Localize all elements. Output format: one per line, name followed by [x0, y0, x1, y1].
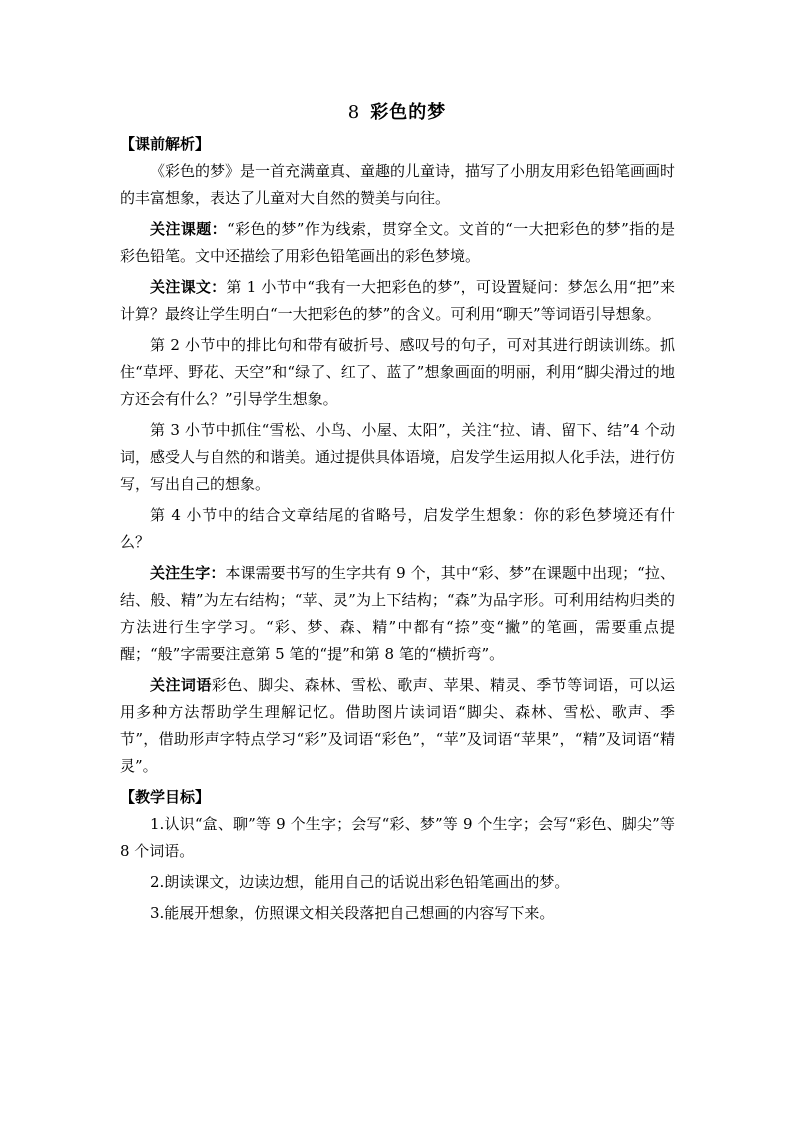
- focus-title-paragraph: [120, 216, 675, 270]
- focus-words-lead: 关注词语: [150, 676, 212, 694]
- document-body: [120, 131, 675, 931]
- section-heading-analysis: 【课前解析】: [120, 135, 211, 153]
- focus-text-text: 第 1 小节中“我有一大把彩色的梦”，可设置疑问：梦怎么用“把”来计算？最终让学生明白“一大把彩色的梦”的含义。可利用“聊天”等词语引导想象。: [120, 278, 675, 323]
- lesson-title-text: 彩色的梦: [370, 102, 447, 123]
- focus-words-paragraph: [120, 672, 675, 780]
- focus-chars-paragraph: [120, 560, 675, 668]
- stanza-4-paragraph: 第 4 小节中的结合文章结尾的省略号，启发学生想象：你的彩色梦境还有什么？: [120, 506, 675, 551]
- goal-item-1: 1.认识“盒、聊”等 9 个生字；会写“彩、梦”等 9 个生字；会写“彩色、脚尖”等 8 个词语。: [120, 815, 675, 860]
- intro-paragraph: 《彩色的梦》是一首充满童真、童趣的儿童诗，描写了小朋友用彩色铅笔画画时的丰富想象，表达了儿童对大自然的赞美与向往。: [120, 162, 676, 207]
- stanza-3-paragraph: 第 3 小节中抓住“雪松、小鸟、小屋、太阳”，关注“拉、请、留下、结”4 个动词，感受人与自然的和谐美。通过提供具体语境，启发学生运用拟人化手法，进行仿写，写出自己的想象。: [120, 421, 676, 493]
- focus-text-lead: 关注课文：: [150, 278, 227, 296]
- focus-words-text: 彩色、脚尖、森林、雪松、歌声、苹果、精灵、季节等词语，可以运用多种方法帮助学生理解记忆。借助图片读词语“脚尖、森林、雪松、歌声、季节”，借助形声字特点学习“彩”及词语“彩色”，“苹”及词语“苹果”，“精”及词语“精灵”。: [120, 676, 675, 775]
- focus-chars-lead: 关注生字：: [150, 564, 226, 582]
- stanza-2-paragraph: 第 2 小节中的排比句和带有破折号、感叹号的句子，可对其进行朗读训练。抓住“草坪、野花、天空”和“绿了、红了、蓝了”想象画面的明丽，利用“脚尖滑过的地方还会有什么？”引导学生想象。: [120, 336, 675, 408]
- lesson-number: 8: [347, 102, 361, 123]
- focus-text-paragraph: [120, 274, 675, 328]
- lesson-title: [0, 98, 794, 124]
- focus-chars-text: 本课需要书写的生字共有 9 个，其中“彩、梦”在课题中出现；“拉、结、般、精”为左右结构；“苹、灵”为上下结构；“森”为品字形。可利用结构归类的方法进行生字学习。“彩、梦、森、精”中都有“捺”变“撇”的笔画，需要重点提醒；“般”字需要注意第 5 笔的“提”和第 8 笔的“横折弯”。: [120, 564, 675, 663]
- goal-item-3: 3.能展开想象，仿照课文相关段落把自己想画的内容写下来。: [150, 904, 555, 922]
- focus-title-lead: 关注课题：: [150, 220, 228, 238]
- focus-title-text: “彩色的梦”作为线索，贯穿全文。文首的“一大把彩色的梦”指的是彩色铅笔。文中还描绘了用彩色铅笔画出的彩色梦境。: [120, 220, 675, 265]
- section-heading-goals: 【教学目标】: [120, 788, 211, 806]
- goal-item-2: 2.朗读课文，边读边想，能用自己的话说出彩色铅笔画出的梦。: [150, 873, 570, 891]
